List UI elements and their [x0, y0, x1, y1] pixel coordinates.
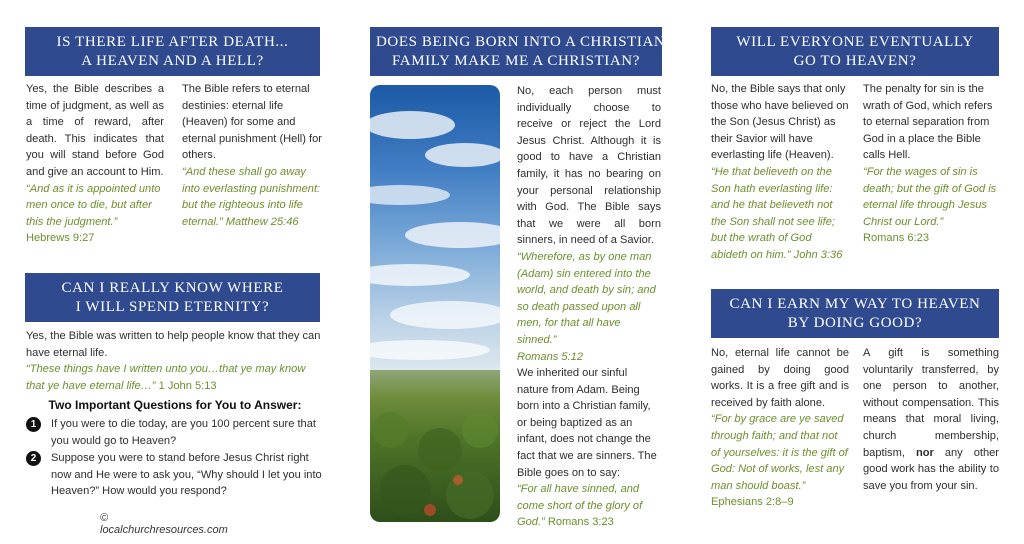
- landscape-photo: [370, 85, 500, 522]
- verse-ref-hebrews: Hebrews 9:27: [26, 232, 95, 245]
- question-item: [26, 416, 324, 449]
- verse-romans-5: “Wherefore, as by one man (Adam) sin entered into the world, and death by sin; and so death passed upon all men, for that all have sinned.”: [517, 250, 656, 346]
- cloud-shapes: [370, 85, 500, 375]
- verse-ref-1john: 1 John 5:13: [158, 379, 217, 392]
- heading-line-2: BY DOING GOOD?: [787, 314, 923, 331]
- eternity-text: Yes, the Bible was written to help people know that they can have eternal life.: [26, 330, 321, 359]
- verse-ephesians: “For by grace are ye saved through faith; and that not of yourselves: it is the gift of God: Not of works, lest any man should boast.”: [711, 413, 848, 492]
- grace-text: No, eternal life cannot be gained by doing good works. It is a free gift and is received by faith alone.: [711, 347, 849, 409]
- questions-title: Two Important Questions for You to Answer:: [48, 398, 302, 413]
- heading-line-2: A HEAVEN AND A HELL?: [81, 52, 264, 69]
- gift-text-bold: nor: [915, 446, 934, 459]
- verse-1john-text: “These things have I written unto you…that ye may know that ye have eternal life…”: [26, 363, 306, 392]
- number-2-icon: 2: [26, 451, 41, 466]
- verse-ref-john-3: John 3:36: [793, 248, 843, 261]
- column-believed: [711, 81, 849, 264]
- verse-john-3-text: “He that believeth on the Son hath everlasting life: and he that believeth not the Son shall not see life; but the wrath of God abideth on him.”: [711, 165, 835, 261]
- question-item: [26, 450, 324, 500]
- verse-1john: [26, 361, 324, 394]
- verse-romans-3: [517, 481, 661, 531]
- verse-matthew: [182, 164, 322, 230]
- heading-line-1: WILL EVERYONE EVENTUALLY: [736, 33, 974, 50]
- heading-line-1: CAN I REALLY KNOW WHERE: [61, 279, 284, 296]
- verse-ref-romans-3: Romans 3:23: [547, 516, 614, 529]
- foliage-shapes: [370, 370, 500, 522]
- column-grace: [711, 345, 849, 511]
- verse-ref-ephesians: Ephesians 2:8–9: [711, 496, 794, 509]
- column-judgment: [26, 81, 164, 247]
- destinies-text: The Bible refers to eternal destinies: eternal life (Heaven) for some and eternal punishment (Hell) for others.: [182, 83, 322, 162]
- verse-ref-romans-5: Romans 5:12: [517, 350, 583, 363]
- heading-life-after-death: [25, 27, 320, 76]
- heading-know-eternity: [25, 273, 320, 322]
- heading-line-2: FAMILY MAKE ME A CHRISTIAN?: [391, 52, 641, 69]
- verse-hebrews: “And as it is appointed unto men once to die, but after this the judgment.”: [26, 182, 161, 228]
- column-eternity: [26, 328, 324, 501]
- question-text: If you were to die today, are you 100 percent sure that you would go to Heaven?: [51, 417, 316, 447]
- gift-text: [863, 345, 999, 494]
- verse-john-3: [711, 164, 849, 264]
- penalty-text: The penalty for sin is the wrath of God, which refers to eternal separation from God in a place the Bible calls Hell.: [863, 83, 993, 162]
- heading-line-2: I WILL SPEND ETERNITY?: [75, 298, 270, 315]
- number-1-icon: 1: [26, 417, 41, 432]
- gift-text-part-2: any other good work has the ability to save you from your sin.: [863, 446, 999, 492]
- heading-christian-family: [370, 27, 666, 76]
- believed-text: No, the Bible says that only those who have believed on the Son (Jesus Christ) as their Savior will have everlasting life (Heaven).: [711, 83, 849, 162]
- heading-everyone-heaven: [711, 27, 999, 76]
- heading-line-1: IS THERE LIFE AFTER DEATH...: [56, 33, 289, 50]
- verse-romans-6: “For the wages of sin is death; but the gift of God is eternal life through Jesus Christ our Lord.”: [863, 165, 997, 228]
- verse-matthew-text: “And these shall go away into everlasting punishment: but the righteous into life eternal.”: [182, 165, 321, 228]
- column-destinies: [182, 81, 322, 230]
- heading-earn-heaven: [711, 289, 999, 338]
- question-text: Suppose you were to stand before Jesus Christ right now and He were to ask you, “Why should I let you into Heaven?” How would you respond?: [51, 452, 322, 498]
- heading-line-1: CAN I EARN MY WAY TO HEAVEN: [729, 295, 981, 312]
- copyright-footer: © localchurchresources.com: [100, 512, 228, 536]
- verse-romans-3-text: “For all have sinned, and come short of the glory of God.”: [517, 483, 643, 529]
- column-penalty: [863, 81, 999, 247]
- column-family-text: [517, 83, 661, 531]
- judgment-text: Yes, the Bible describes a time of judgment, as well as a time of reward, after death. This indicates that you will stand before God and give an account to Him.: [26, 83, 164, 178]
- questions-list: [26, 416, 324, 500]
- family-text-1: No, each person must individually choose to receive or reject the Lord Jesus Christ. Although it is good to have a Christian family, it has no bearing on your personal relationship with God. The Bible says that we were all born sinners, in need of a Savior.: [517, 85, 661, 247]
- verse-ref-romans-6: Romans 6:23: [863, 232, 929, 245]
- heading-line-1: DOES BEING BORN INTO A CHRISTIAN: [376, 33, 666, 50]
- gift-text-part-1: A gift is something voluntarily transferred, by one person to another, without compensation. This means that moral living, church membership, baptism,: [863, 347, 999, 459]
- column-gift: [863, 345, 999, 494]
- verse-ref-matthew: Matthew 25:46: [225, 215, 299, 228]
- family-text-2: We inherited our sinful nature from Adam. Being born into a Christian family, or being baptized as an infant, does not change the fact that we are sinners. The Bible goes on to say:: [517, 367, 657, 479]
- heading-line-2: GO TO HEAVEN?: [793, 52, 917, 69]
